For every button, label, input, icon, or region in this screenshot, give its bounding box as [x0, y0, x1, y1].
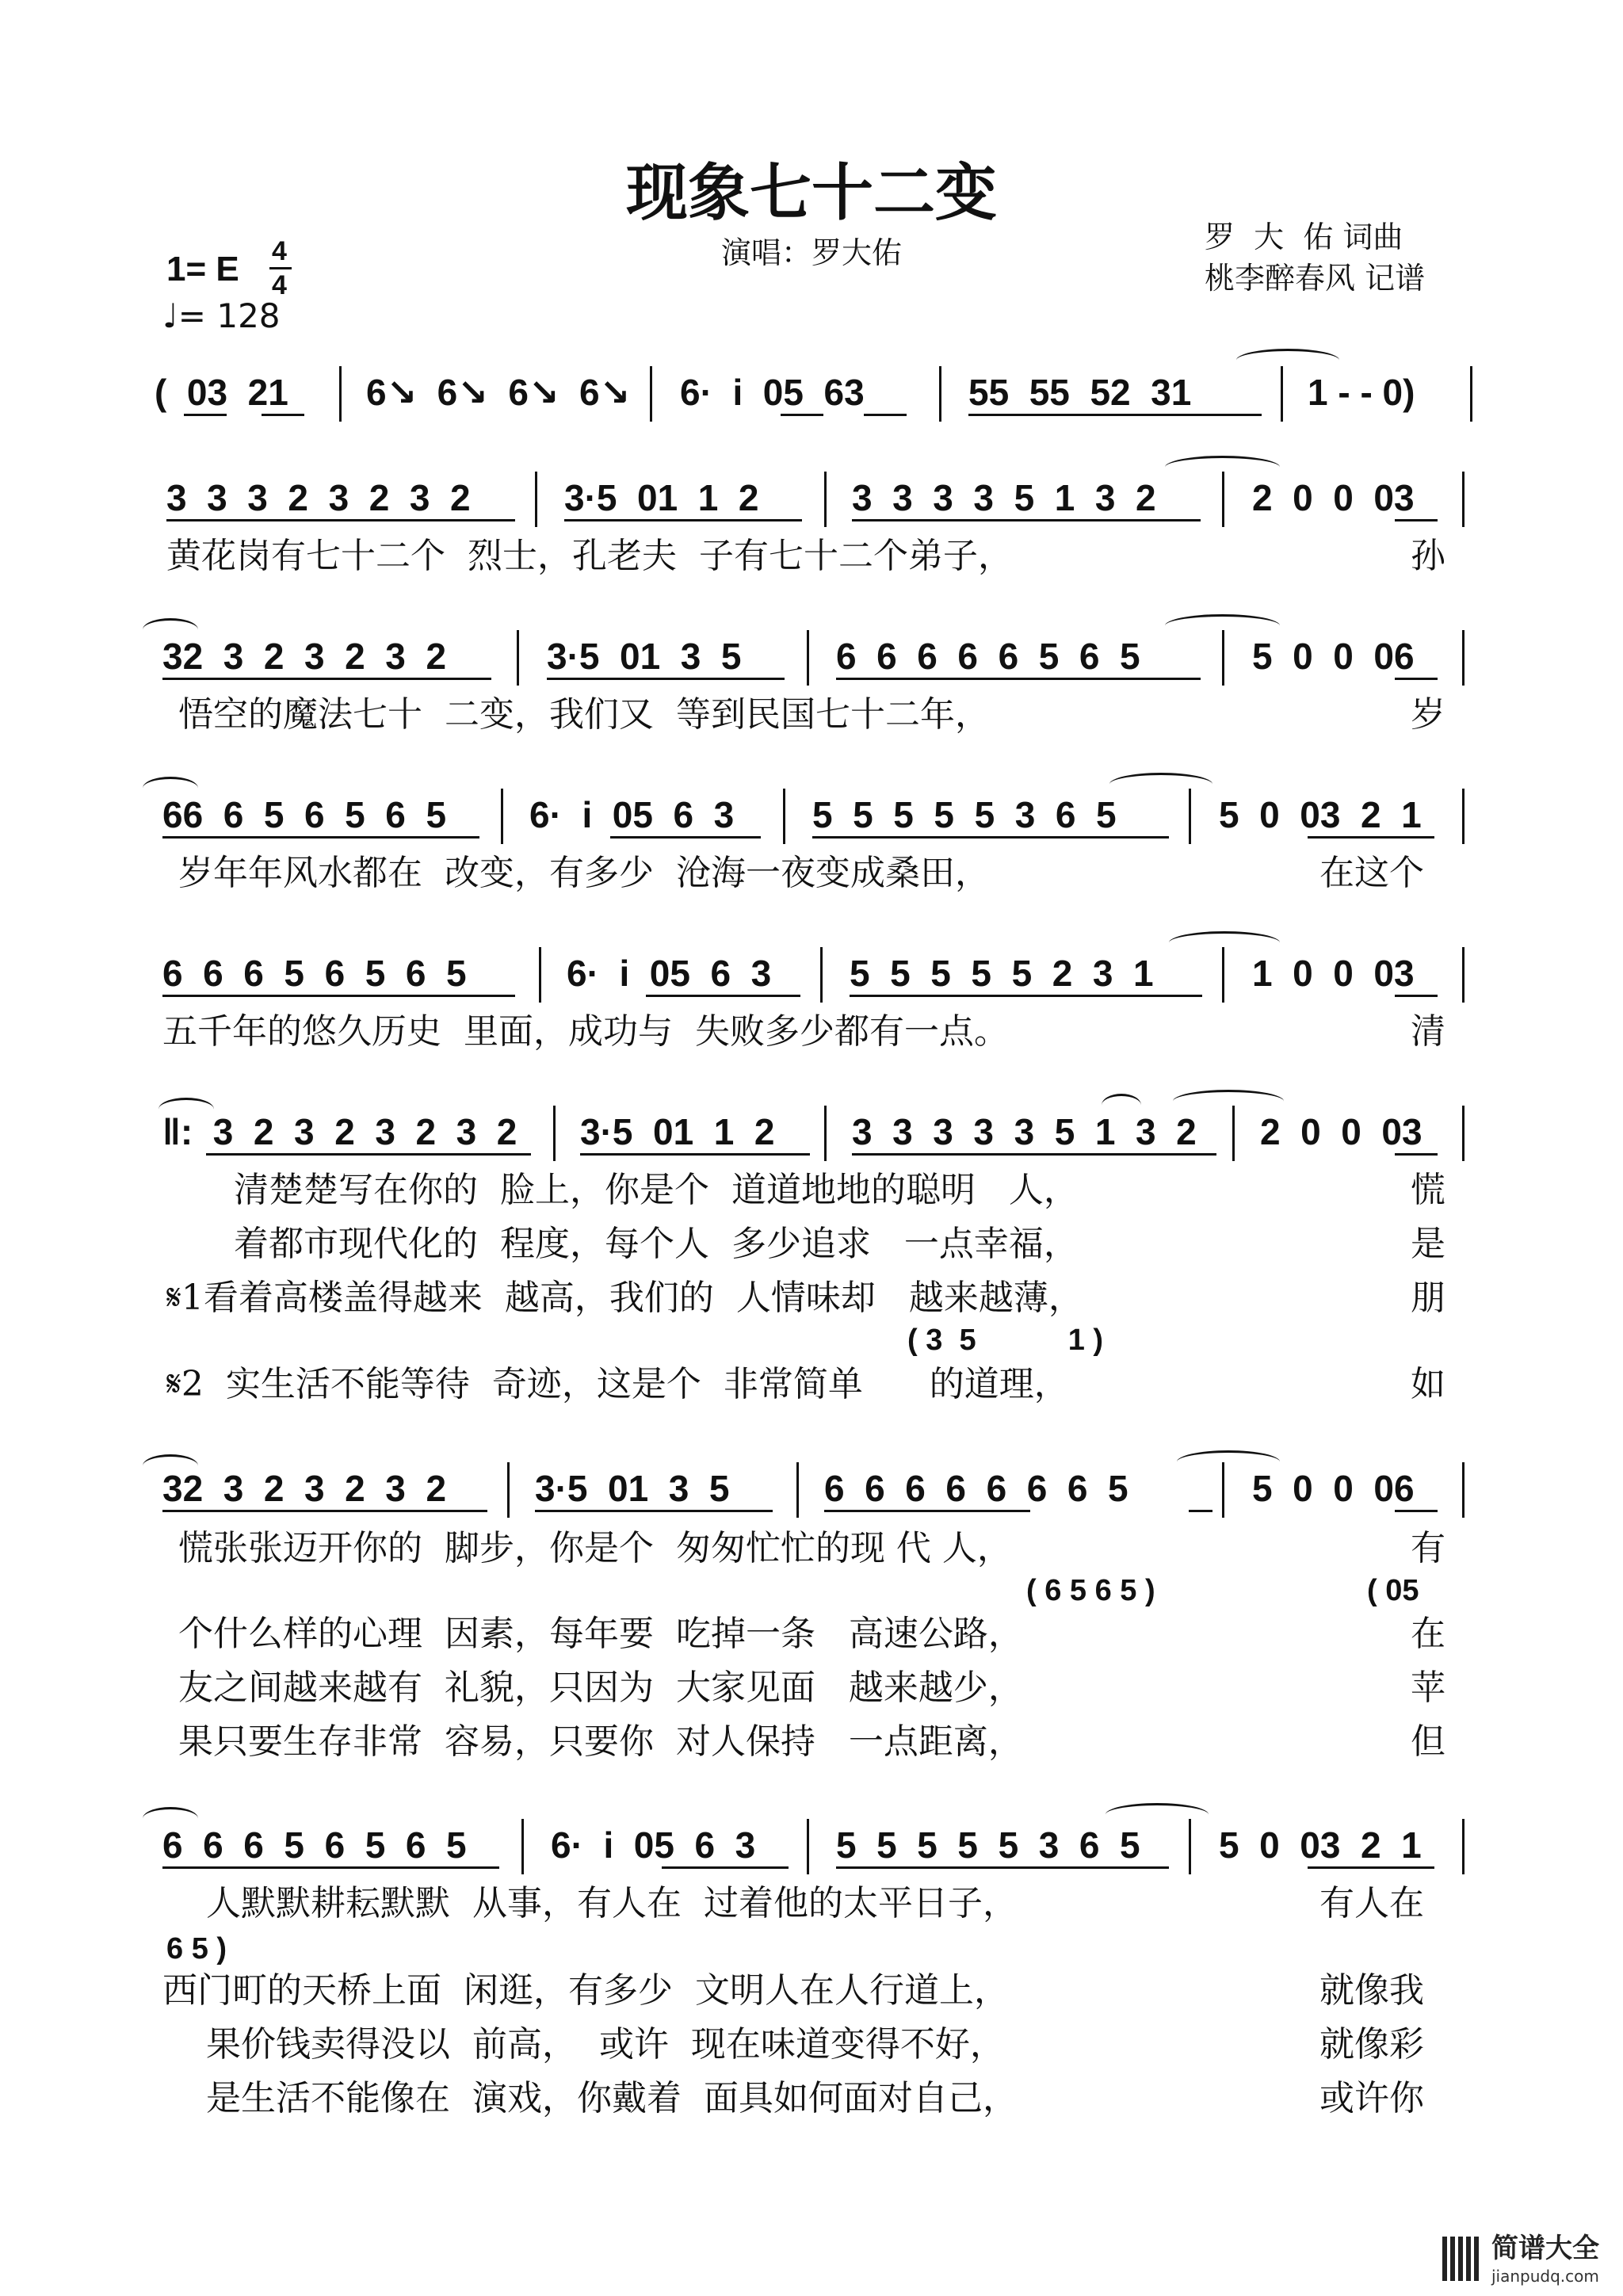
row6-verse2: 个什么样的心理 因素，每年要 吃掉一条 高速公路，	[178, 1614, 1023, 1654]
row3-measure-4: 5 0 03 2 1	[1219, 794, 1422, 835]
row6-verse3: 友之间越来越有 礼貌，只因为 大家见面 越来越少，	[178, 1668, 1023, 1708]
row7-measure-2: 6· i 05 6 3	[551, 1824, 756, 1866]
row5-verse2-pickup: 是	[1411, 1224, 1445, 1264]
row7-verse2-pickup: 就像我	[1319, 1970, 1424, 2011]
row6-alt-notes-2: ( 05	[1367, 1574, 1419, 1607]
row7-measure-4: 5 0 03 2 1	[1219, 1824, 1422, 1866]
row1-measure-2: 3·5 01 1 2	[564, 477, 759, 518]
row7-verse1-pickup: 有人在	[1319, 1883, 1424, 1924]
row3-lyric-pickup: 在这个	[1319, 853, 1424, 893]
composer-credit: 罗 大 佑 词曲	[1205, 220, 1403, 254]
row7-verse1: 人默默耕耘默默 从事，有人在 过着他的太平日子，	[206, 1883, 1018, 1924]
row6-alt-notes: ( 6 5 6 5 )	[1026, 1574, 1155, 1607]
transcriber-credit: 桃李醉春风 记谱	[1205, 261, 1426, 296]
row6-measure-1: 32 3 2 3 2 3 2	[162, 1468, 447, 1509]
row3-lyric: 岁年年风水都在 改变，有多少 沧海一夜变成桑田，	[178, 853, 990, 893]
row6-verse1: 慌张张迈开你的 脚步，你是个 匆匆忙忙的现 代 人，	[178, 1528, 1012, 1568]
row5-verse1: 清楚楚写在你的 脸上，你是个 道道地地的聪明 人，	[234, 1170, 1079, 1210]
row3-measure-3: 5 5 5 5 5 3 6 5	[812, 794, 1117, 835]
row6-verse4: 果只要生存非常 容易，只要你 对人保持 一点距离，	[178, 1721, 1023, 1762]
row7-verse3-pickup: 就像彩	[1319, 2024, 1424, 2065]
row7-verse2: 西门町的天桥上面 闲逛，有多少 文明人在人行道上，	[162, 1970, 1009, 2011]
row1-lyric-pickup: 孙	[1411, 536, 1445, 576]
tempo-marking: ♩= 128	[162, 296, 281, 335]
row2-lyric-pickup: 岁	[1411, 694, 1445, 735]
row1-measure-4: 2 0 0 03	[1252, 477, 1415, 518]
row4-measure-2: 6· i 05 6 3	[567, 953, 772, 994]
site-logo	[1442, 2235, 1613, 2290]
row5-measure-4: 2 0 0 03	[1260, 1111, 1423, 1152]
row4-lyric: 五千年的悠久历史 里面，成功与 失败多少都有一点。	[162, 1011, 1009, 1052]
intro-measure-2: 6↘ 6↘ 6↘ 6↘	[366, 372, 631, 413]
intro-measure-5: 1 - - 0)	[1308, 372, 1415, 413]
row2-lyric: 悟空的魔法七十 二变，我们又 等到民国七十二年，	[178, 694, 990, 735]
song-title: 现象七十二变	[625, 157, 997, 229]
row6-measure-2: 3·5 01 3 5	[535, 1468, 730, 1509]
time-signature-bottom: 4	[272, 270, 287, 300]
row4-measure-1: 6 6 6 5 6 5 6 5	[162, 953, 467, 994]
row4-measure-3: 5 5 5 5 5 2 3 1	[850, 953, 1154, 994]
row5-verse3-pickup: 朋	[1411, 1278, 1445, 1318]
key-signature: 1= E	[166, 250, 239, 288]
intro-measure-1: ( 03 21	[155, 372, 288, 413]
row4-lyric-pickup: 清	[1411, 1011, 1445, 1052]
row5-verse4-pickup: 如	[1411, 1364, 1445, 1404]
time-signature-top: 4	[272, 236, 287, 266]
row2-measure-1: 32 3 2 3 2 3 2	[162, 636, 447, 677]
row7-measure-1: 6 6 6 5 6 5 6 5	[162, 1824, 467, 1866]
site-url: jianpudq.com	[1491, 2267, 1599, 2286]
row7-measure-3: 5 5 5 5 5 3 6 5	[836, 1824, 1140, 1866]
row5-measure-1: ‖: 3 2 3 2 3 2 3 2	[162, 1111, 517, 1152]
row6-verse2-pickup: 在	[1411, 1614, 1445, 1654]
row5-alt-notes: ( 3 5 1 )	[907, 1324, 1104, 1357]
row7-verse4: 是生活不能像在 演戏，你戴着 面具如何面对自己，	[206, 2078, 1018, 2118]
row1-lyric: 黄花岗有七十二个 烈士，孔老夫 子有七十二个弟子，	[166, 536, 1013, 576]
row5-verse1-pickup: 慌	[1411, 1170, 1445, 1210]
site-name: 简谱大全	[1491, 2233, 1599, 2264]
row6-verse4-pickup: 但	[1411, 1721, 1445, 1762]
row6-verse3-pickup: 苹	[1411, 1668, 1445, 1708]
row5-verse4: 𝄋2 实生活不能等待 奇迹，这是个 非常简单 的道理，	[166, 1364, 1069, 1404]
row4-measure-4: 1 0 0 03	[1252, 953, 1415, 994]
piano-icon	[1442, 2237, 1482, 2281]
row5-measure-3: 3 3 3 3 3 5 1 3 2	[852, 1111, 1197, 1152]
row5-measure-2: 3·5 01 1 2	[580, 1111, 775, 1152]
singer-credit: 演唱：罗大佑	[721, 235, 903, 270]
row7-alt-notes: 6 5 )	[166, 1932, 227, 1966]
intro-measure-4: 55 55 52 31	[968, 372, 1192, 413]
row6-measure-3: 6 6 6 6 6 6 6 5	[824, 1468, 1128, 1509]
row3-measure-1: 66 6 5 6 5 6 5	[162, 794, 447, 835]
row2-measure-2: 3·5 01 3 5	[547, 636, 742, 677]
row1-measure-1: 3 3 3 2 3 2 3 2	[166, 477, 471, 518]
row7-verse4-pickup: 或许你	[1319, 2078, 1424, 2118]
row2-measure-3: 6 6 6 6 6 5 6 5	[836, 636, 1140, 677]
row6-verse1-pickup: 有	[1411, 1528, 1445, 1568]
row5-verse2: 着都市现代化的 程度，每个人 多少追求 一点幸福，	[234, 1224, 1079, 1264]
row7-verse3: 果价钱卖得没以 前高， 或许 现在味道变得不好，	[206, 2024, 1005, 2065]
row5-verse3: 𝄋1看着高楼盖得越来 越高，我们的 人情味却 越来越薄，	[166, 1278, 1083, 1318]
row6-measure-4: 5 0 0 06	[1252, 1468, 1415, 1509]
intro-measure-3: 6· i 05 63	[680, 372, 865, 413]
row1-measure-3: 3 3 3 3 5 1 3 2	[852, 477, 1156, 518]
row2-measure-4: 5 0 0 06	[1252, 636, 1415, 677]
row3-measure-2: 6· i 05 6 3	[529, 794, 735, 835]
